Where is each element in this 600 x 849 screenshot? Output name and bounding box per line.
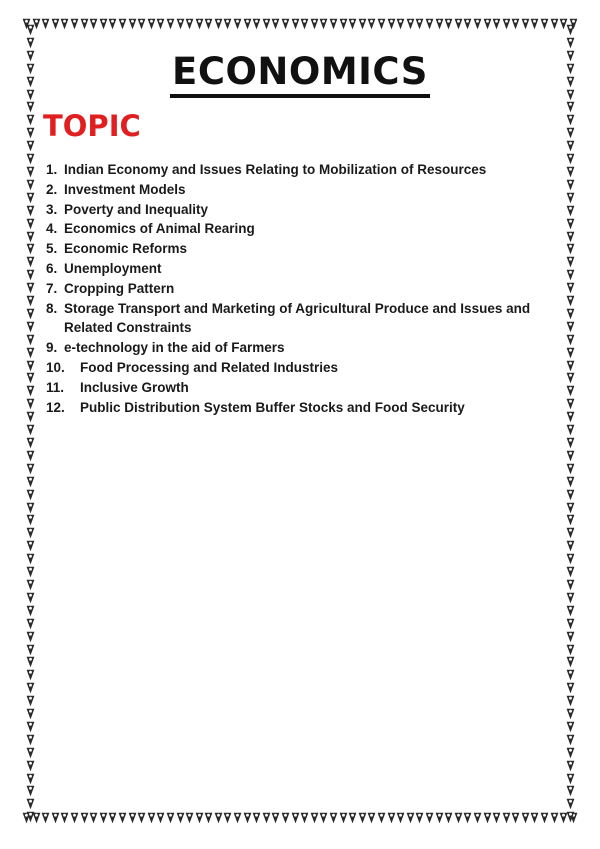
ornament-drop-icon <box>26 502 35 514</box>
ornament-drop-icon <box>566 476 575 488</box>
ornament-drop-icon <box>406 18 415 30</box>
ornament-drop-icon <box>26 618 35 630</box>
ornament-drop-icon <box>521 18 530 30</box>
ornament-drop-icon <box>566 347 575 359</box>
ornament-drop-icon <box>566 489 575 501</box>
ornament-drop-icon <box>291 812 300 824</box>
topic-item <box>46 259 562 279</box>
topic-text: Unemployment <box>64 260 162 276</box>
ornament-drop-icon <box>80 812 89 824</box>
ornament-drop-icon <box>358 18 367 30</box>
ornament-drop-icon <box>147 812 156 824</box>
ornament-drop-icon <box>26 295 35 307</box>
ornament-drop-icon <box>26 437 35 449</box>
ornament-drop-icon <box>26 450 35 462</box>
ornament-drop-icon <box>444 812 453 824</box>
ornament-drop-icon <box>26 360 35 372</box>
ornament-drop-icon <box>566 785 575 797</box>
topic-text: Public Distribution System Buffer Stocks and Food Security <box>80 399 465 415</box>
ornament-drop-icon <box>26 256 35 268</box>
ornament-drop-icon <box>348 18 357 30</box>
page-border-top <box>22 18 578 34</box>
ornament-drop-icon <box>566 579 575 591</box>
topic-item <box>46 219 562 239</box>
ornament-drop-icon <box>566 334 575 346</box>
ornament-drop-icon <box>339 18 348 30</box>
ornament-drop-icon <box>566 321 575 333</box>
ornament-drop-icon <box>26 747 35 759</box>
page-title-text: ECONOMICS <box>170 50 430 98</box>
ornament-drop-icon <box>566 760 575 772</box>
ornament-drop-icon <box>26 476 35 488</box>
ornament-drop-icon <box>26 282 35 294</box>
ornament-drop-icon <box>223 18 232 30</box>
ornament-drop-icon <box>492 812 501 824</box>
ornament-drop-icon <box>566 231 575 243</box>
ornament-drop-icon <box>435 18 444 30</box>
ornament-drop-icon <box>26 644 35 656</box>
ornament-drop-icon <box>566 243 575 255</box>
ornament-drop-icon <box>444 18 453 30</box>
ornament-drop-icon <box>271 18 280 30</box>
ornament-drop-icon <box>310 812 319 824</box>
ornament-drop-icon <box>26 231 35 243</box>
topic-item <box>46 200 562 220</box>
topic-text: Indian Economy and Issues Relating to Mobilization of Resources <box>64 162 487 177</box>
ornament-drop-icon <box>26 153 35 165</box>
ornament-drop-icon <box>26 218 35 230</box>
ornament-drop-icon <box>550 812 559 824</box>
ornament-drop-icon <box>185 812 194 824</box>
ornament-drop-icon <box>566 695 575 707</box>
ornament-drop-icon <box>566 127 575 139</box>
ornament-drop-icon <box>26 553 35 565</box>
ornament-drop-icon <box>26 695 35 707</box>
ornament-drop-icon <box>26 605 35 617</box>
ornament-drop-icon <box>387 18 396 30</box>
ornament-drop-icon <box>521 812 530 824</box>
ornament-drop-icon <box>566 192 575 204</box>
topic-item <box>46 358 562 378</box>
ornament-drop-icon <box>566 360 575 372</box>
ornament-drop-icon <box>26 308 35 320</box>
ornament-drop-icon <box>26 243 35 255</box>
topic-item <box>46 239 562 259</box>
ornament-drop-icon <box>566 153 575 165</box>
ornament-drop-icon <box>204 18 213 30</box>
topic-number: 11. <box>46 379 65 395</box>
ornament-drop-icon <box>566 424 575 436</box>
ornament-drop-icon <box>329 812 338 824</box>
ornament-drop-icon <box>339 812 348 824</box>
ornament-drop-icon <box>51 812 60 824</box>
ornament-drop-icon <box>566 372 575 384</box>
ornament-drop-icon <box>530 18 539 30</box>
ornament-drop-icon <box>26 734 35 746</box>
ornament-drop-icon <box>60 812 69 824</box>
topic-number: 3. <box>46 201 58 217</box>
page-border-left <box>22 24 38 824</box>
page-title <box>0 50 600 98</box>
ornament-drop-icon <box>566 385 575 397</box>
ornament-drop-icon <box>195 18 204 30</box>
ornament-drop-icon <box>566 566 575 578</box>
ornament-drop-icon <box>300 812 309 824</box>
ornament-drop-icon <box>415 812 424 824</box>
ornament-drop-icon <box>502 812 511 824</box>
ornament-drop-icon <box>108 812 117 824</box>
ornament-drop-icon <box>566 514 575 526</box>
ornament-drop-icon <box>26 631 35 643</box>
ornament-drop-icon <box>26 37 35 49</box>
ornament-drop-icon <box>415 18 424 30</box>
ornament-drop-icon <box>566 721 575 733</box>
ornament-drop-icon <box>492 18 501 30</box>
ornament-drop-icon <box>566 540 575 552</box>
ornament-drop-icon <box>26 127 35 139</box>
topic-number: 6. <box>46 260 58 276</box>
ornament-drop-icon <box>483 18 492 30</box>
ornament-drop-icon <box>26 463 35 475</box>
ornament-drop-icon <box>291 18 300 30</box>
ornament-drop-icon <box>511 18 520 30</box>
ornament-drop-icon <box>147 18 156 30</box>
ornament-drop-icon <box>540 18 549 30</box>
ornament-drop-icon <box>566 592 575 604</box>
ornament-drop-icon <box>26 656 35 668</box>
ornament-drop-icon <box>26 760 35 772</box>
ornament-drop-icon <box>566 114 575 126</box>
ornament-drop-icon <box>540 812 549 824</box>
ornament-drop-icon <box>26 566 35 578</box>
ornament-drop-icon <box>51 18 60 30</box>
ornament-drop-icon <box>483 812 492 824</box>
ornament-drop-icon <box>26 514 35 526</box>
ornament-drop-icon <box>566 708 575 720</box>
ornament-drop-icon <box>252 18 261 30</box>
ornament-drop-icon <box>26 773 35 785</box>
ornament-drop-icon <box>26 592 35 604</box>
ornament-drop-icon <box>566 37 575 49</box>
ornament-drop-icon <box>473 812 482 824</box>
ornament-drop-icon <box>319 812 328 824</box>
ornament-drop-icon <box>511 812 520 824</box>
ornament-drop-icon <box>271 812 280 824</box>
ornament-drop-icon <box>70 18 79 30</box>
topic-text: Investment Models <box>64 181 186 197</box>
ornament-drop-icon <box>566 411 575 423</box>
ornament-drop-icon <box>566 101 575 113</box>
ornament-drop-icon <box>89 812 98 824</box>
ornament-drop-icon <box>185 18 194 30</box>
topic-number: 1. <box>46 162 58 177</box>
ornament-drop-icon <box>566 618 575 630</box>
ornament-drop-icon <box>566 527 575 539</box>
ornament-drop-icon <box>204 812 213 824</box>
ornament-drop-icon <box>128 812 137 824</box>
ornament-drop-icon <box>502 18 511 30</box>
topic-text: Storage Transport and Marketing of Agricultural Produce and Issues and Related Constraints <box>64 300 531 336</box>
ornament-drop-icon <box>566 437 575 449</box>
ornament-drop-icon <box>26 192 35 204</box>
ornament-drop-icon <box>406 812 415 824</box>
ornament-drop-icon <box>26 269 35 281</box>
topic-text: Food Processing and Related Industries <box>80 359 339 375</box>
ornament-drop-icon <box>108 18 117 30</box>
ornament-drop-icon <box>70 812 79 824</box>
ornament-drop-icon <box>214 812 223 824</box>
ornament-drop-icon <box>233 812 242 824</box>
ornament-drop-icon <box>60 18 69 30</box>
ornament-drop-icon <box>463 812 472 824</box>
ornament-drop-icon <box>176 812 185 824</box>
ornament-drop-icon <box>233 18 242 30</box>
topic-item <box>46 299 562 339</box>
ornament-drop-icon <box>473 18 482 30</box>
ornament-drop-icon <box>377 18 386 30</box>
ornament-drop-icon <box>26 166 35 178</box>
ornament-drop-icon <box>566 205 575 217</box>
ornament-drop-icon <box>26 114 35 126</box>
ornament-drop-icon <box>566 179 575 191</box>
ornament-drop-icon <box>26 785 35 797</box>
ornament-drop-icon <box>26 205 35 217</box>
ornament-drop-icon <box>454 18 463 30</box>
ornament-drop-icon <box>26 682 35 694</box>
ornament-drop-icon <box>435 812 444 824</box>
ornament-drop-icon <box>128 18 137 30</box>
ornament-drop-icon <box>566 308 575 320</box>
ornament-drop-icon <box>530 812 539 824</box>
ornament-drop-icon <box>566 605 575 617</box>
ornament-drop-icon <box>195 812 204 824</box>
ornament-drop-icon <box>566 734 575 746</box>
ornament-drop-icon <box>566 502 575 514</box>
ornament-drop-icon <box>26 721 35 733</box>
topic-item <box>46 378 562 398</box>
ornament-drop-icon <box>99 18 108 30</box>
ornament-drop-icon <box>26 385 35 397</box>
ornament-drop-icon <box>377 812 386 824</box>
topic-item <box>46 338 562 358</box>
ornament-drop-icon <box>26 489 35 501</box>
ornament-drop-icon <box>367 18 376 30</box>
topic-text: Inclusive Growth <box>80 379 189 395</box>
ornament-drop-icon <box>566 256 575 268</box>
topic-item <box>46 398 562 418</box>
ornament-drop-icon <box>26 140 35 152</box>
ornament-drop-icon <box>348 812 357 824</box>
ornament-drop-icon <box>566 218 575 230</box>
ornament-drop-icon <box>566 811 575 823</box>
ornament-drop-icon <box>396 812 405 824</box>
ornament-drop-icon <box>566 398 575 410</box>
ornament-drop-icon <box>26 540 35 552</box>
ornament-drop-icon <box>89 18 98 30</box>
ornament-drop-icon <box>118 18 127 30</box>
ornament-drop-icon <box>41 812 50 824</box>
ornament-drop-icon <box>80 18 89 30</box>
ornament-drop-icon <box>223 812 232 824</box>
ornament-drop-icon <box>137 18 146 30</box>
ornament-drop-icon <box>300 18 309 30</box>
topic-number: 2. <box>46 181 58 197</box>
ornament-drop-icon <box>566 282 575 294</box>
topic-number: 9. <box>46 340 58 356</box>
ornament-drop-icon <box>26 334 35 346</box>
ornament-drop-icon <box>566 140 575 152</box>
ornament-drop-icon <box>26 321 35 333</box>
ornament-drop-icon <box>566 463 575 475</box>
ornament-drop-icon <box>137 812 146 824</box>
ornament-drop-icon <box>425 18 434 30</box>
topic-number: 8. <box>46 300 58 316</box>
ornament-drop-icon <box>319 18 328 30</box>
ornament-drop-icon <box>166 812 175 824</box>
ornament-drop-icon <box>26 798 35 810</box>
topic-number: 5. <box>46 241 58 257</box>
topic-item <box>46 160 562 180</box>
ornament-drop-icon <box>166 18 175 30</box>
ornament-drop-icon <box>387 812 396 824</box>
ornament-drop-icon <box>262 18 271 30</box>
ornament-drop-icon <box>566 166 575 178</box>
ornament-drop-icon <box>367 812 376 824</box>
ornament-drop-icon <box>566 24 575 36</box>
ornament-drop-icon <box>281 812 290 824</box>
ornament-col-right <box>562 24 578 824</box>
ornament-drop-icon <box>214 18 223 30</box>
ornament-drop-icon <box>26 411 35 423</box>
ornament-drop-icon <box>281 18 290 30</box>
ornament-drop-icon <box>118 812 127 824</box>
topic-number: 4. <box>46 221 58 237</box>
ornament-drop-icon <box>26 101 35 113</box>
ornament-drop-icon <box>396 18 405 30</box>
ornament-drop-icon <box>566 553 575 565</box>
ornament-drop-icon <box>26 708 35 720</box>
ornament-drop-icon <box>26 398 35 410</box>
ornament-drop-icon <box>566 669 575 681</box>
ornament-col-left <box>22 24 38 824</box>
ornament-drop-icon <box>26 24 35 36</box>
ornament-drop-icon <box>454 812 463 824</box>
topic-list <box>46 160 562 417</box>
topic-number: 7. <box>46 280 58 296</box>
ornament-drop-icon <box>156 812 165 824</box>
ornament-drop-icon <box>26 811 35 823</box>
ornament-drop-icon <box>26 179 35 191</box>
ornament-drop-icon <box>566 631 575 643</box>
topic-text: e-technology in the aid of Farmers <box>64 340 285 356</box>
ornament-drop-icon <box>310 18 319 30</box>
topic-number: 12. <box>46 399 65 415</box>
ornament-drop-icon <box>26 527 35 539</box>
topic-text: Economic Reforms <box>64 241 188 257</box>
ornament-drop-icon <box>550 18 559 30</box>
topic-item <box>46 279 562 299</box>
ornament-drop-icon <box>329 18 338 30</box>
ornament-drop-icon <box>566 656 575 668</box>
topic-number: 10. <box>46 359 65 375</box>
ornament-row-bottom <box>22 812 578 828</box>
ornament-drop-icon <box>243 18 252 30</box>
ornament-drop-icon <box>26 372 35 384</box>
topic-item <box>46 180 562 200</box>
topic-text: Poverty and Inequality <box>64 201 209 217</box>
ornament-drop-icon <box>566 450 575 462</box>
page-border-right <box>562 24 578 824</box>
topic-text: Cropping Pattern <box>64 280 175 296</box>
ornament-drop-icon <box>252 812 261 824</box>
ornament-drop-icon <box>566 747 575 759</box>
ornament-drop-icon <box>463 18 472 30</box>
ornament-drop-icon <box>156 18 165 30</box>
section-heading-topic: TOPIC <box>43 109 141 143</box>
ornament-drop-icon <box>358 812 367 824</box>
topic-text: Economics of Animal Rearing <box>64 221 255 237</box>
ornament-drop-icon <box>566 295 575 307</box>
ornament-drop-icon <box>425 812 434 824</box>
ornament-row-top <box>22 18 578 34</box>
ornament-drop-icon <box>566 682 575 694</box>
ornament-drop-icon <box>41 18 50 30</box>
page-border-bottom <box>22 812 578 828</box>
ornament-drop-icon <box>26 669 35 681</box>
ornament-drop-icon <box>566 773 575 785</box>
ornament-drop-icon <box>26 424 35 436</box>
ornament-drop-icon <box>566 798 575 810</box>
ornament-drop-icon <box>26 579 35 591</box>
ornament-drop-icon <box>566 644 575 656</box>
ornament-drop-icon <box>99 812 108 824</box>
ornament-drop-icon <box>566 269 575 281</box>
ornament-drop-icon <box>262 812 271 824</box>
ornament-drop-icon <box>176 18 185 30</box>
ornament-drop-icon <box>26 347 35 359</box>
ornament-drop-icon <box>243 812 252 824</box>
